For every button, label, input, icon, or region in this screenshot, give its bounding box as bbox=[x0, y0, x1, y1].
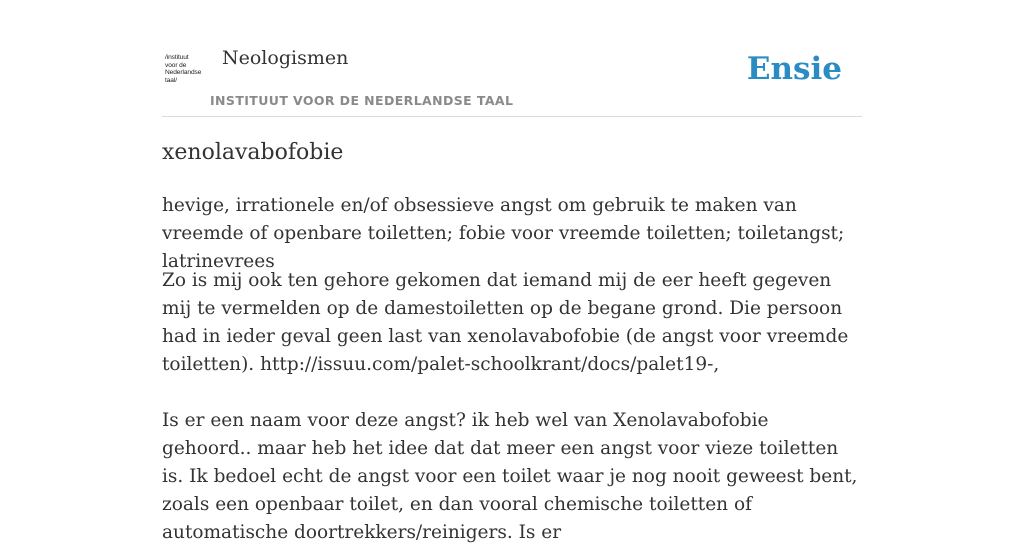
logo-line: Nederlandse bbox=[165, 69, 202, 76]
logo-line: voor de bbox=[165, 61, 187, 69]
logo-line: taal/ bbox=[165, 76, 177, 84]
entry-definition: hevige, irrationele en/of obsessieve angst om gebruik te maken van vreemde of openbare toiletten; fobie voor vreemde toiletten; toiletangst; latrinevrees bbox=[162, 195, 845, 272]
entry-term: xenolavabofobie bbox=[162, 140, 344, 165]
organization-name: INSTITUUT VOOR DE NEDERLANDSE TAAL bbox=[210, 93, 514, 108]
site-header bbox=[162, 40, 862, 117]
entry-examples bbox=[162, 267, 862, 547]
ensie-logo-link[interactable]: Ensie bbox=[746, 51, 842, 87]
example-quote: Zo is mij ook ten gehore gekomen dat iemand mij de eer heeft gegeven mij te vermelden op de damestoiletten op de begane grond. Die persoon had in ieder geval geen last van xenolavabofobie (de angst voor vreemde toiletten). http://issuu.com/palet-schoolkrant/docs/palet19-, bbox=[162, 270, 849, 375]
institute-logo[interactable] bbox=[165, 54, 209, 90]
paragraph-gap bbox=[162, 379, 862, 407]
site-title[interactable]: Neologismen bbox=[222, 47, 349, 69]
example-quote: Is er een naam voor deze angst? ik heb wel van Xenolavabofobie gehoord.. maar heb het idee dat dat meer een angst voor vieze toiletten is. Ik bedoel echt de angst voor een toilet waar je nog nooit geweest bent, zoals een openbaar toilet, en dan vooral chemische toiletten of automatische doortrekkers/reinigers. Is er bbox=[162, 410, 858, 543]
logo-line: /instituut bbox=[165, 54, 189, 61]
